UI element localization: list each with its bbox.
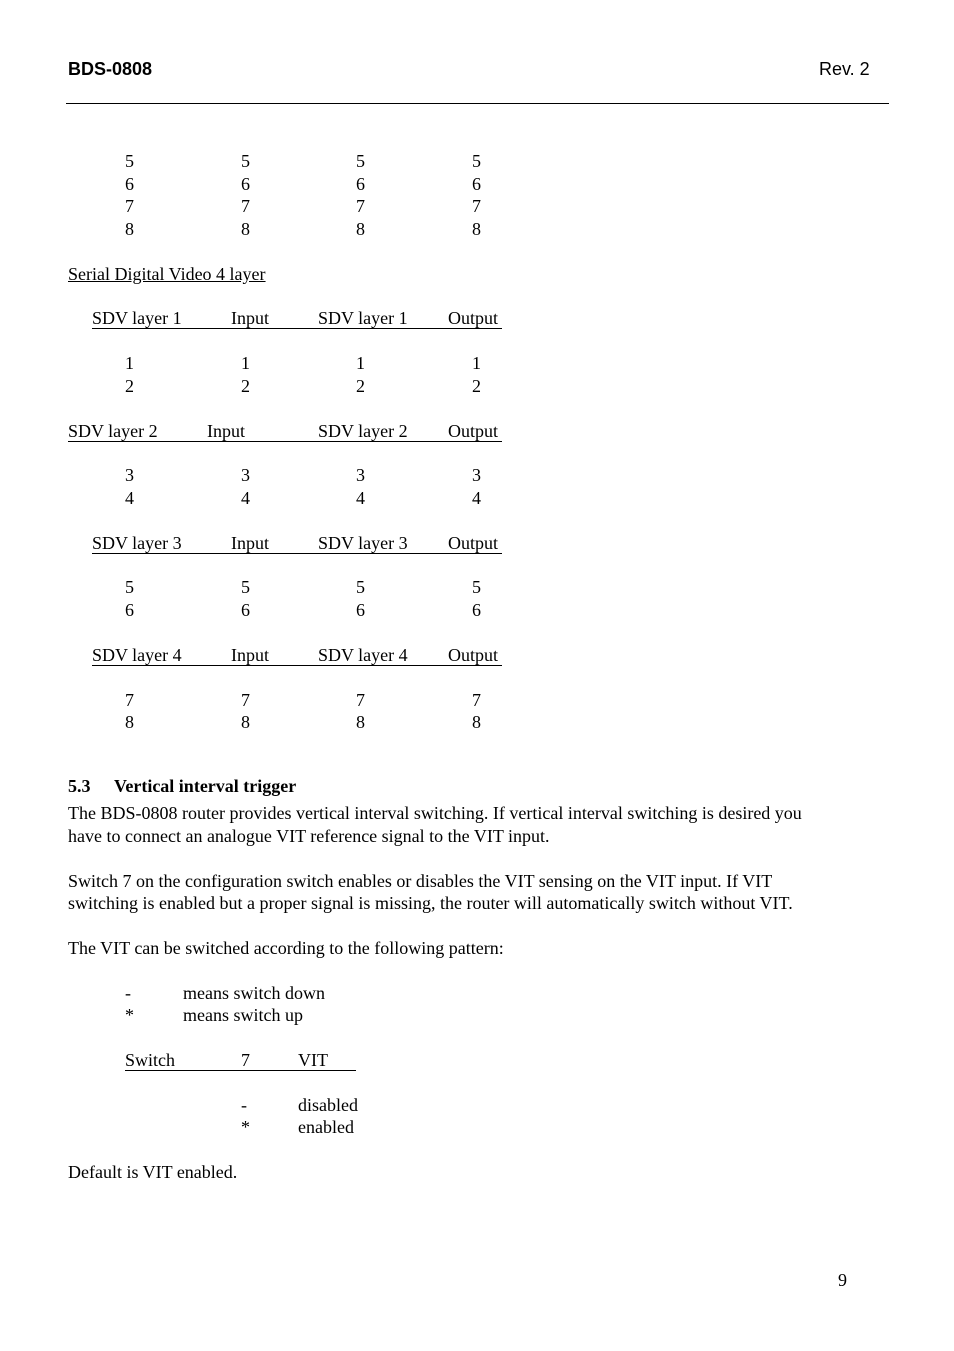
table-cell: 7 [241,690,250,710]
paragraph-line: The BDS-0808 router provides vertical interval switching. If vertical interval switching is desired you [68,803,802,823]
table-cell: 5 [356,577,365,597]
paragraph-line: The VIT can be switched according to the following pattern: [68,938,504,958]
section-title: Vertical interval trigger [114,776,297,796]
table-cell: 4 [356,488,365,508]
table-cell: 5 [472,151,481,171]
table-cell: * [241,1117,250,1137]
table-cell: 7 [472,196,481,216]
header-rule [66,103,889,104]
table-cell: 1 [125,353,134,373]
table-cell: 3 [472,465,481,485]
table-cell: 8 [356,219,365,239]
paragraph-line: Switch 7 on the configuration switch enables or disables the VIT sensing on the VIT input. If VIT [68,871,773,891]
table-header: SDV layer 4 [318,645,408,665]
legend-text: means switch up [183,1005,303,1025]
table-cell: 8 [472,219,481,239]
table-cell: 3 [241,465,250,485]
table-header: SDV layer 2 [68,421,158,441]
table-cell: 3 [125,465,134,485]
table-cell: disabled [298,1095,358,1115]
table-header: SDV layer 3 [92,533,182,553]
table-cell: 1 [356,353,365,373]
table-cell: 7 [125,690,134,710]
table-cell: 5 [125,151,134,171]
table-cell: 6 [125,174,134,194]
table-header: Switch [125,1050,176,1070]
table-cell: 5 [472,577,481,597]
table-header: Input [207,421,245,441]
table-header: VIT [298,1050,328,1070]
table-cell: 2 [472,376,481,396]
table-cell: 5 [241,577,250,597]
table-cell: 6 [356,600,365,620]
table-cell: 6 [241,600,250,620]
table-cell: 6 [472,600,481,620]
table-header: 7 [241,1050,250,1070]
table-cell: 8 [241,219,250,239]
table-cell: 6 [241,174,250,194]
legend-symbol: * [125,1005,134,1025]
table-cell: 2 [125,376,134,396]
section-number: 5.3 [68,776,91,796]
table-cell: - [241,1095,247,1115]
table-cell: 8 [356,712,365,732]
table-cell: 1 [241,353,250,373]
table-cell: 2 [241,376,250,396]
legend-text: means switch down [183,983,325,1003]
table-cell: 6 [356,174,365,194]
table-header: SDV layer 1 [318,308,408,328]
table-cell: 7 [125,196,134,216]
table-header: SDV layer 1 [92,308,182,328]
table-header: Input [231,533,269,553]
table-cell: 7 [472,690,481,710]
table-cell: 2 [356,376,365,396]
table-cell: 1 [472,353,481,373]
table-header: Input [231,308,269,328]
table-cell: enabled [298,1117,354,1137]
table-header: Output [448,645,499,665]
table-header: Output [448,421,499,441]
table-cell: 8 [241,712,250,732]
table-header: Input [231,645,269,665]
table-header: SDV layer 3 [318,533,408,553]
default-note: Default is VIT enabled. [68,1162,238,1182]
table-cell: 7 [356,690,365,710]
table-cell: 6 [125,600,134,620]
table-cell: 4 [241,488,250,508]
table-header: SDV layer 4 [92,645,182,665]
table-cell: 7 [241,196,250,216]
table-cell: 8 [472,712,481,732]
table-cell: 5 [241,151,250,171]
revision: Rev. 2 [819,59,870,79]
table-cell: 8 [125,219,134,239]
table-header: Output [448,533,499,553]
sdv-title: Serial Digital Video 4 layer [68,264,266,284]
table-header: SDV layer 2 [318,421,408,441]
page-number: 9 [838,1270,847,1290]
table-cell: 5 [356,151,365,171]
table-cell: 8 [125,712,134,732]
legend-symbol: - [125,983,131,1003]
table-header: Output [448,308,499,328]
table-cell: 7 [356,196,365,216]
paragraph-line: switching is enabled but a proper signal is missing, the router will automatically switch without VIT. [68,893,793,913]
table-cell: 5 [125,577,134,597]
paragraph-line: have to connect an analogue VIT reference signal to the VIT input. [68,826,550,846]
table-cell: 4 [472,488,481,508]
table-cell: 6 [472,174,481,194]
doc-id: BDS-0808 [68,59,153,79]
table-cell: 3 [356,465,365,485]
table-cell: 4 [125,488,134,508]
